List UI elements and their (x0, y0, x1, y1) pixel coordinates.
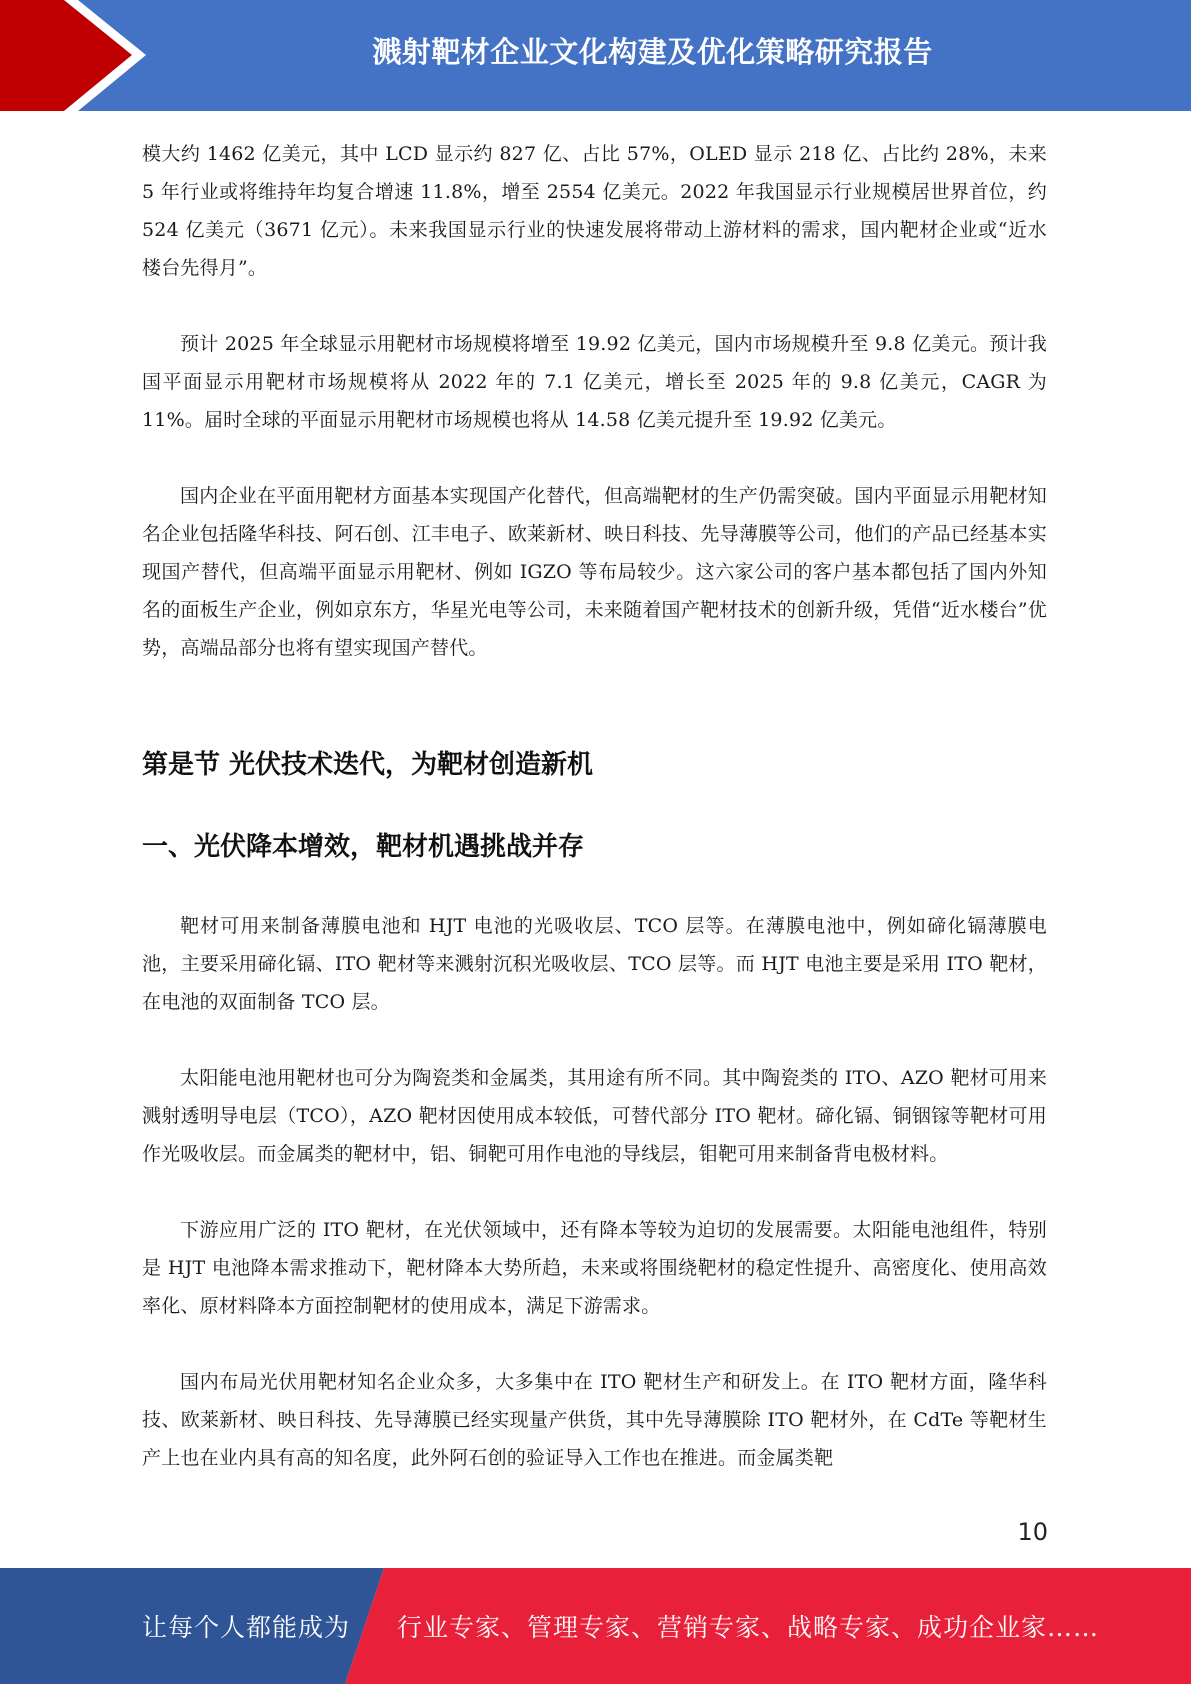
paragraph-1: 模大约 1462 亿美元，其中 LCD 显示约 827 亿、占比 57%，OLED 显示 218 亿、占比约 28%，未来 5 年行业或将维持年均复合增速 11.8%，增至 2554 亿美元。2022 年我国显示行业规模居世界首位，约 524 亿美元（3671 亿元）。未来我国显示行业的快速发展将带动上游材料的需求，国内靶材企业或“近水楼台先得月”。 (142, 143, 1047, 279)
paragraph-2: 预计 2025 年全球显示用靶材市场规模将增至 19.92 亿美元，国内市场规模升至 9.8 亿美元。预计我国平面显示用靶材市场规模将从 2022 年的 7.1 亿美元，增长至 2025 年的 9.8 亿美元，CAGR 为 11%。届时全球的平面显示用靶材市场规模也将从 14.58 亿美元提升至 19.92 亿美元。 (142, 333, 1047, 431)
header-title: 溅射靶材企业文化构建及优化策略研究报告 (372, 34, 933, 69)
footer-slogan-right: 行业专家、管理专家、营销专家、战略专家、成功企业家…… (397, 1613, 1100, 1642)
page-header (0, 0, 1191, 111)
document-body (142, 135, 1047, 1515)
paragraph-7: 国内布局光伏用靶材知名企业众多，大多集中在 ITO 靶材生产和研发上。在 ITO 靶材方面，隆华科技、欧莱新材、映日科技、先导薄膜已经实现量产供货，其中先导薄膜除 ITO 靶材外，在 CdTe 等靶材生产上也在业内具有高的知名度，此外阿石创的验证导入工作也在推进。而金属类靶 (142, 1371, 1047, 1469)
sub-section-title: 一、光伏降本增效，靶材机遇挑战并存 (142, 832, 585, 862)
paragraph-3: 国内企业在平面用靶材方面基本实现国产化替代，但高端靶材的生产仍需突破。国内平面显示用靶材知名企业包括隆华科技、阿石创、江丰电子、欧莱新材、映日科技、先导薄膜等公司，他们的产品已经基本实现国产替代，但高端平面显示用靶材、例如 IGZO 等布局较少。这六家公司的客户基本都包括了国内外知名的面板生产企业，例如京东方，华星光电等公司，未来随着国产靶材技术的创新升级，凭借“近水楼台”优势，高端品部分也将有望实现国产替代。 (142, 485, 1047, 659)
paragraph-6: 下游应用广泛的 ITO 靶材，在光伏领域中，还有降本等较为迫切的发展需要。太阳能电池组件，特别是 HJT 电池降本需求推动下，靶材降本大势所趋，未来或将围绕靶材的稳定性提升、高密度化、使用高效率化、原材料降本方面控制靶材的使用成本，满足下游需求。 (142, 1219, 1047, 1317)
section-title: 第是节 光伏技术迭代，为靶材创造新机 (142, 750, 594, 780)
header-arrow-decoration (0, 0, 150, 111)
paragraph-4: 靶材可用来制备薄膜电池和 HJT 电池的光吸收层、TCO 层等。在薄膜电池中，例如碲化镉薄膜电池，主要采用碲化镉、ITO 靶材等来溅射沉积光吸收层、TCO 层等。而 HJT 电池主要是采用 ITO 靶材，在电池的双面制备 TCO 层。 (142, 915, 1047, 1013)
page-number: 10 (1017, 1518, 1048, 1546)
footer-slogan-left: 让每个人都能成为 (142, 1613, 351, 1642)
page-footer (0, 1568, 1191, 1684)
paragraph-5: 太阳能电池用靶材也可分为陶瓷类和金属类，其用途有所不同。其中陶瓷类的 ITO、AZO 靶材可用来溅射透明导电层（TCO），AZO 靶材因使用成本较低，可替代部分 ITO 靶材。碲化镉、铜铟镓等靶材可用作光吸收层。而金属类的靶材中，铝、铜靶可用作电池的导线层，钼靶可用来制备背电极材料。 (142, 1067, 1047, 1165)
